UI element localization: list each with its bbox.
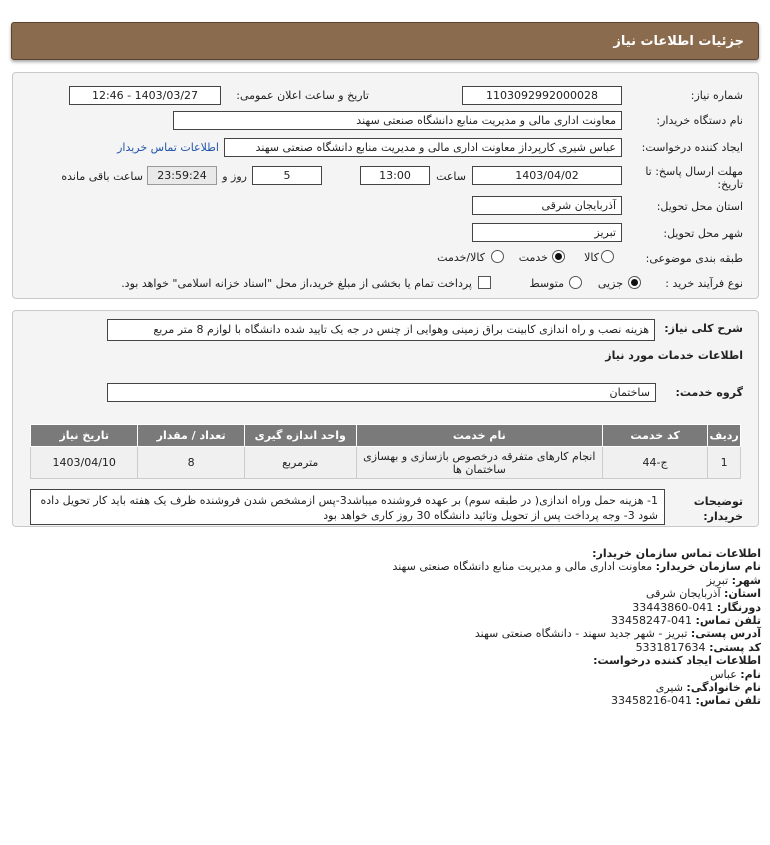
days-field[interactable]: 5	[252, 166, 322, 185]
description-field[interactable]: هزینه نصب و راه اندازی کابینت براق زمینی وهوایی از چنس در جه یک تایید شده دانشگاه با لوازم 8 متر مربع	[107, 319, 655, 341]
process-radio-medium[interactable]	[569, 276, 582, 289]
contact-phone: 041-33458247	[611, 614, 693, 628]
process-option-minor: جزیی	[597, 277, 623, 290]
deadline-time-label: ساعت	[436, 170, 466, 183]
contact-postal-label: کد پستی:	[709, 640, 761, 654]
col-qty: تعداد / مقدار	[138, 425, 244, 447]
remaining-label: ساعت باقی مانده	[61, 170, 143, 183]
buyer-label: نام دستگاه خریدار:	[656, 114, 743, 127]
process-radio-minor[interactable]	[628, 276, 641, 289]
contact-org-label: نام سازمان خریدار:	[655, 560, 761, 574]
cell-code: ج-44	[602, 447, 707, 479]
category-radio-goods[interactable]	[601, 250, 614, 263]
cell-qty: 8	[138, 447, 244, 479]
col-row: ردیف	[708, 425, 741, 447]
creator-label: ایجاد کننده درخواست:	[641, 141, 743, 154]
province-field[interactable]: آذربایجان شرقی	[472, 196, 622, 215]
cell-unit: مترمربع	[244, 447, 356, 479]
services-table-header	[31, 425, 741, 447]
deadline-label: مهلت ارسال پاسخ: تا تاریخ:	[645, 165, 743, 191]
city-label: شهر محل تحویل:	[663, 227, 743, 240]
col-code: کد خدمت	[602, 425, 707, 447]
page-title: جزئیات اطلاعات نیاز	[613, 34, 744, 49]
treasury-text: پرداخت تمام یا بخشی از مبلغ خرید،از محل "اسناد خزانه اسلامی" خواهد بود.	[121, 277, 472, 290]
contact-address: تبریز - شهر جدید سهند - دانشگاه صنعتی سهند	[474, 627, 688, 641]
need-number-field[interactable]: 1103092992000028	[462, 86, 622, 105]
contact-org: معاونت اداری مالی و مدیریت منابع دانشگاه صنعتی سهند	[392, 560, 653, 574]
contact-title: اطلاعات تماس سازمان خریدار:	[592, 547, 761, 560]
col-unit: واحد اندازه گیری	[244, 425, 356, 447]
remaining-time-field: 23:59:24	[147, 166, 217, 185]
announce-field[interactable]: 1403/03/27 - 12:46	[69, 86, 221, 105]
service-group-field[interactable]: ساختمان	[107, 383, 656, 402]
contact-phone-label: تلفن تماس:	[695, 614, 761, 628]
contact-province: آذربایجان شرقی	[646, 587, 721, 601]
header-bar	[11, 22, 759, 60]
contact-section	[21, 547, 761, 708]
deadline-date-field[interactable]: 1403/04/02	[472, 166, 622, 185]
contact-city-label: شهر:	[731, 573, 761, 587]
cell-name: انجام کارهای متفرقه درخصوص بازسازی و بهسازی ساختمان ها	[356, 447, 602, 479]
buyer-contact-link[interactable]: اطلاعات تماس خریدار	[117, 141, 219, 154]
services-section-title: اطلاعات خدمات مورد نیاز	[605, 349, 743, 362]
category-radio-goods-service[interactable]	[491, 250, 504, 263]
contact-address-label: آدرس پستی:	[690, 627, 761, 641]
contact-postal: 5331817634	[635, 640, 706, 654]
table-row	[31, 447, 741, 479]
creator-phone-label: تلفن تماس:	[695, 694, 761, 708]
category-option-goods-service: کالا/خدمت	[437, 251, 485, 264]
creator-name-label: نام:	[740, 667, 761, 681]
description-label: شرح کلی نیاز:	[664, 322, 743, 335]
buyer-notes-label: توضیحات خریدار:	[693, 495, 743, 523]
contact-fax: 041-33443860	[632, 600, 714, 614]
cell-date: 1403/04/10	[31, 447, 138, 479]
process-option-medium: متوسط	[529, 277, 564, 290]
contact-fax-label: دورنگار:	[716, 600, 761, 614]
buyer-field[interactable]: معاونت اداری مالی و مدیریت منابع دانشگاه صنعتی سهند	[173, 111, 622, 130]
creator-family-label: نام خانوادگی:	[686, 681, 761, 695]
process-label: نوع فرآیند خرید :	[665, 277, 743, 290]
cell-row: 1	[708, 447, 741, 479]
announce-label: تاریخ و ساعت اعلان عمومی:	[236, 89, 369, 102]
creator-family: شیری	[655, 681, 683, 695]
buyer-notes-box: 1- هزینه حمل وراه اندازی( در طبقه سوم) بر عهده فروشنده میباشد3-پس ازمشخص شدن فروشنده ظرف یک هفته باید کار تحویل داده شود 3- وجه پرداخت پس از تحویل وتائید دانشگاه 30 روز کاری خواهد بود	[30, 489, 665, 525]
creator-info-title: اطلاعات ایجاد کننده درخواست:	[593, 654, 761, 668]
services-table	[30, 424, 741, 479]
days-label: روز و	[222, 170, 247, 183]
creator-field[interactable]: عباس شیری کارپرداز معاونت اداری مالی و مدیریت منابع دانشگاه صنعتی سهند	[224, 138, 622, 157]
category-option-service: خدمت	[518, 251, 548, 264]
creator-phone: 041-33458216	[611, 694, 693, 708]
service-group-label: گروه خدمت:	[675, 386, 743, 399]
deadline-time-field[interactable]: 13:00	[360, 166, 430, 185]
col-name: نام خدمت	[356, 425, 602, 447]
need-number-label: شماره نیاز:	[690, 89, 743, 102]
creator-name: عباس	[710, 667, 737, 681]
contact-province-label: استان:	[724, 587, 761, 601]
city-field[interactable]: تبریز	[472, 223, 622, 242]
category-label: طبقه بندی موضوعی:	[645, 252, 743, 265]
treasury-checkbox[interactable]	[478, 276, 491, 289]
contact-city: تبریز	[706, 573, 729, 587]
category-option-goods: کالا	[584, 251, 599, 264]
category-radio-service[interactable]	[552, 250, 565, 263]
col-date: تاریخ نیاز	[31, 425, 138, 447]
province-label: استان محل تحویل:	[656, 200, 743, 213]
